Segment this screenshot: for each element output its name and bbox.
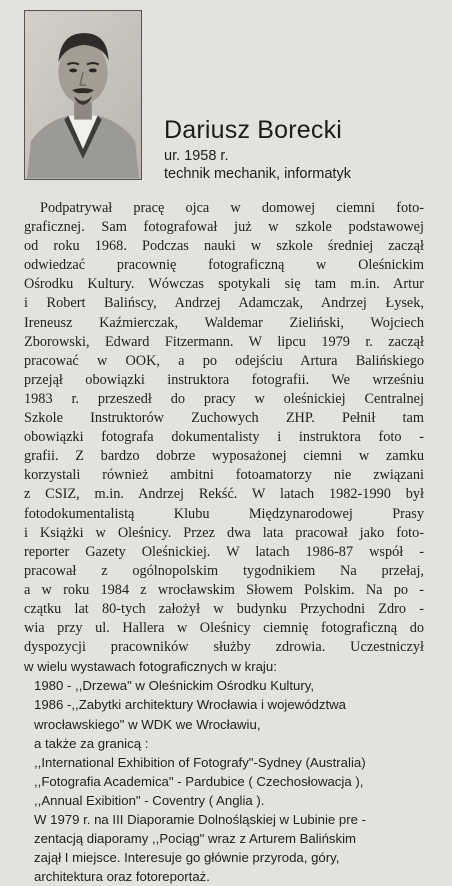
bio-line: i Książki w Oleśnicy. Przez dwa lata pracował jako foto- xyxy=(24,524,424,541)
exhibition-item: a także za granicą : xyxy=(34,735,149,751)
bio-line: wia przy ul. Hallera w Oleśnicy ciemnię fotograficzną do xyxy=(24,620,424,637)
person-name: Dariusz Borecki xyxy=(164,116,343,144)
birth-year: ur. 1958 r. xyxy=(164,148,229,164)
bio-line: w wielu wystawach fotograficznych w kraju: xyxy=(24,659,277,675)
bio-line: obowiązki fotografa dokumentalisty i instruktora foto - xyxy=(24,429,424,446)
exhibition-item: ,,Fotografia Academica" - Pardubice ( Czechosłowacja ), xyxy=(34,773,364,789)
bio-line: graficznej. Sam fotografował już w szkole podstawowej xyxy=(24,219,424,236)
award-line: zentacją diaporamy ,,Pociąg" wraz z Arturem Balińskim xyxy=(34,831,357,847)
bio-line: Ireneusz Kaźmierczak, Waldemar Zieliński, Wojciech xyxy=(24,314,424,331)
bio-line: 1983 r. przeszedł do pracy w oleśnickiej Centralnej xyxy=(24,390,424,407)
bio-line: Zborowski, Edward Fitzermann. W lipcu 1979 r. zaczął xyxy=(24,333,424,350)
exhibition-item: wrocławskiego" w WDK we Wrocławiu, xyxy=(34,716,261,732)
exhibition-item: 1980 - ,,Drzewa" w Oleśnickim Ośrodku Kultury, xyxy=(34,678,314,694)
bio-line: Ośrodku Kultury. Wówczas spotykali się tam m.in. Artur xyxy=(24,276,424,293)
bio-line: Podpatrywał pracę ojca w domowej ciemni foto- xyxy=(40,200,424,216)
bio-line: dyspozycji pracowników służby zdrowia. Uczestniczył xyxy=(24,639,424,656)
profession: technik mechanik, informatyk xyxy=(164,166,351,182)
exhibition-item: 1986 -,,Zabytki architektury Wrocławia i województwa xyxy=(34,697,346,713)
bio-line: z CSIZ, m.in. Andrzej Rekść. W latach 1982-1990 był xyxy=(24,486,424,503)
bio-line: przejął obowiązki instruktora fotografii. We wrześniu xyxy=(24,371,424,388)
portrait-image xyxy=(25,11,141,179)
biography-text xyxy=(24,199,424,886)
exhibition-item: ,,International Exhibition of Fotografy"-Sydney (Australia) xyxy=(34,754,366,770)
bio-line: od roku 1968. Podczas nauki w szkole średniej zaczął xyxy=(24,238,424,255)
bio-line: reporter Gazety Oleśnickiej. W latach 1986-87 współ - xyxy=(24,543,424,560)
bio-line: pracować w OOK, a po odejściu Artura Balińskiego xyxy=(24,352,424,369)
interests-line: architektura oraz fotoreportaż. xyxy=(34,869,210,885)
bio-line: i Robert Balińscy, Andrzej Adamczak, Andrzej Łysek, xyxy=(24,295,424,312)
bio-line: grafii. Z bardzo dobrze wyposażonej ciemni w zamku xyxy=(24,448,424,465)
bio-line: pracował z ogólnopolskim tygodnikiem Na przełaj, xyxy=(24,562,424,579)
interests-line: zajął I miejsce. Interesuje go głównie przyroda, góry, xyxy=(34,850,340,866)
bio-line: fotodokumentalistą Klubu Międzynarodowej Prasy xyxy=(24,505,424,522)
portrait-photo xyxy=(24,10,142,180)
bio-line: odwiedzać pracownię fotograficzną w Oleśnickim xyxy=(24,257,424,274)
bio-line: Szkole Instruktorów Zuchowych ZHP. Pełnił tam xyxy=(24,410,424,427)
exhibition-item: ,,Annual Exibition" - Coventry ( Anglia ). xyxy=(34,792,265,808)
award-line: W 1979 r. na III Diaporamie Dolnośląskiej w Lubinie pre - xyxy=(34,812,367,827)
bio-line: korzystali również ambitni fotoamatorzy nie związani xyxy=(24,467,424,484)
bio-line: czątku lat 80-tych założył w budynku Przychodni Zdro - xyxy=(24,600,424,617)
bio-line: a w roku 1984 z wrocławskim Słowem Polskim. Na po - xyxy=(24,581,424,598)
